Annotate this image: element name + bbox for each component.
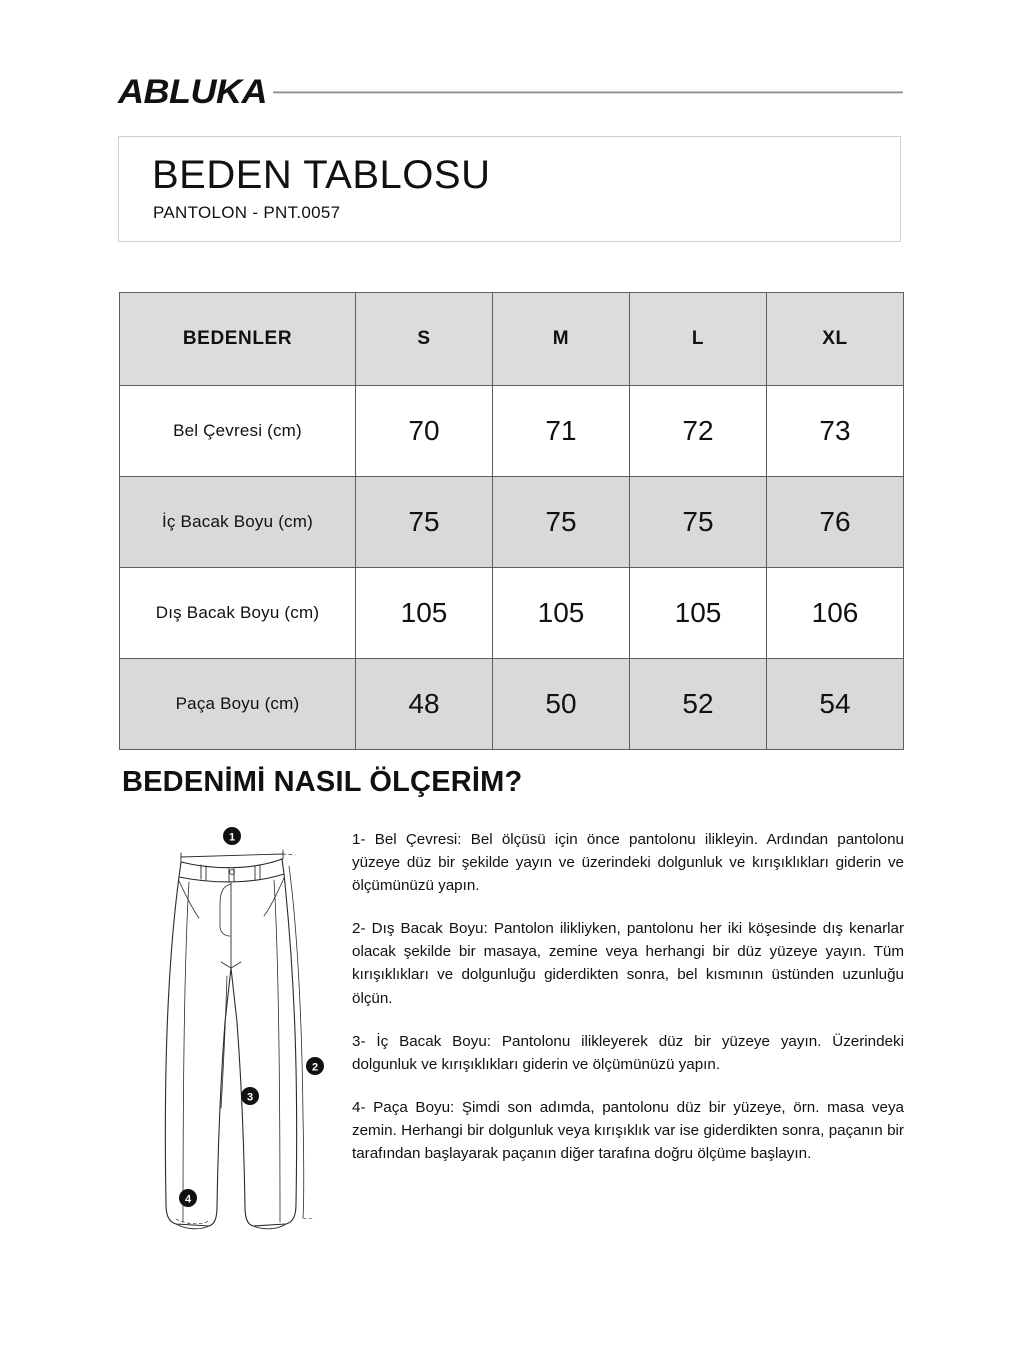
cell-value: 50 — [493, 659, 630, 750]
cell-value: 105 — [630, 568, 767, 659]
cell-value: 71 — [493, 386, 630, 477]
row-label: Dış Bacak Boyu (cm) — [120, 568, 356, 659]
cell-value: 76 — [767, 477, 904, 568]
header-cell-xl: XL — [767, 293, 904, 386]
header-cell-measurement: BEDENLER — [120, 293, 356, 386]
pants-illustration-svg — [143, 826, 338, 1246]
cell-value: 70 — [356, 386, 493, 477]
cell-value: 75 — [630, 477, 767, 568]
cell-value: 75 — [493, 477, 630, 568]
cell-value: 72 — [630, 386, 767, 477]
page-subtitle: PANTOLON - PNT.0057 — [153, 203, 341, 222]
size-table — [119, 292, 904, 750]
howto-heading: BEDENİMİ NASIL ÖLÇERİM? — [122, 766, 523, 798]
abluka-logo: ABLUKA — [118, 73, 267, 111]
cell-value: 54 — [767, 659, 904, 750]
header-divider-rule — [273, 91, 903, 94]
table-row — [120, 386, 904, 477]
pants-diagram — [143, 826, 338, 1246]
cell-value: 105 — [493, 568, 630, 659]
svg-text:4: 4 — [184, 1193, 192, 1206]
table-header-row — [120, 293, 904, 386]
header-cell-s: S — [356, 293, 493, 386]
page-title: BEDEN TABLOSU — [152, 153, 491, 197]
svg-text:2: 2 — [311, 1061, 319, 1074]
cell-value: 106 — [767, 568, 904, 659]
marker-1 — [223, 827, 241, 845]
svg-text:1: 1 — [228, 831, 236, 844]
table-row — [120, 659, 904, 750]
row-label: Bel Çevresi (cm) — [120, 386, 356, 477]
cell-value: 48 — [356, 659, 493, 750]
instruction-step-4: 4- Paça Boyu: Şimdi son adımda, pantolonu düz bir yüzeye, örn. masa veya zemin. Herhangi bir dolgunluk veya kırışıklık var ise giderdikten sonra, paçanın bir tarafından başlayarak paçanın diğer tarafına doğru ölçüme başlayın. — [352, 1098, 904, 1163]
table-row — [120, 477, 904, 568]
marker-2 — [306, 1057, 324, 1075]
cell-value: 75 — [356, 477, 493, 568]
header-cell-m: M — [493, 293, 630, 386]
cell-value: 105 — [356, 568, 493, 659]
cell-value: 73 — [767, 386, 904, 477]
marker-3 — [241, 1087, 259, 1105]
svg-text:3: 3 — [246, 1091, 254, 1104]
measurement-instructions — [352, 828, 904, 1165]
instruction-step-2: 2- Dış Bacak Boyu: Pantolon ilikliyken, pantolonu her iki köşesinde dış kenarlar olacak şekilde bir masaya, zemine veya herhangi bir düz yüzeye yayın. Tüm kırışıklıkları ve dolgunluğu giderdikten sonra, bel kısmının üstünden uzunluğu ölçün. — [352, 920, 904, 1007]
title-box — [118, 136, 901, 242]
row-label: İç Bacak Boyu (cm) — [120, 477, 356, 568]
cell-value: 52 — [630, 659, 767, 750]
header-cell-l: L — [630, 293, 767, 386]
marker-4 — [179, 1189, 197, 1207]
page-header — [118, 72, 903, 112]
row-label: Paça Boyu (cm) — [120, 659, 356, 750]
instruction-step-3: 3- İç Bacak Boyu: Pantolonu ilikleyerek düz bir yüzeye yayın. Üzerindeki dolgunluk ve kırışıklıkları giderin ve ölçümünüzü yapın. — [352, 1032, 904, 1073]
table-row — [120, 568, 904, 659]
instruction-step-1: 1- Bel Çevresi: Bel ölçüsü için önce pantolonu ilikleyin. Ardından pantolonu yüzeye düz bir şekilde yayın ve üzerindeki dolgunluk ve kırışıklıkları giderin ve ölçümünüzü yapın. — [352, 831, 904, 895]
